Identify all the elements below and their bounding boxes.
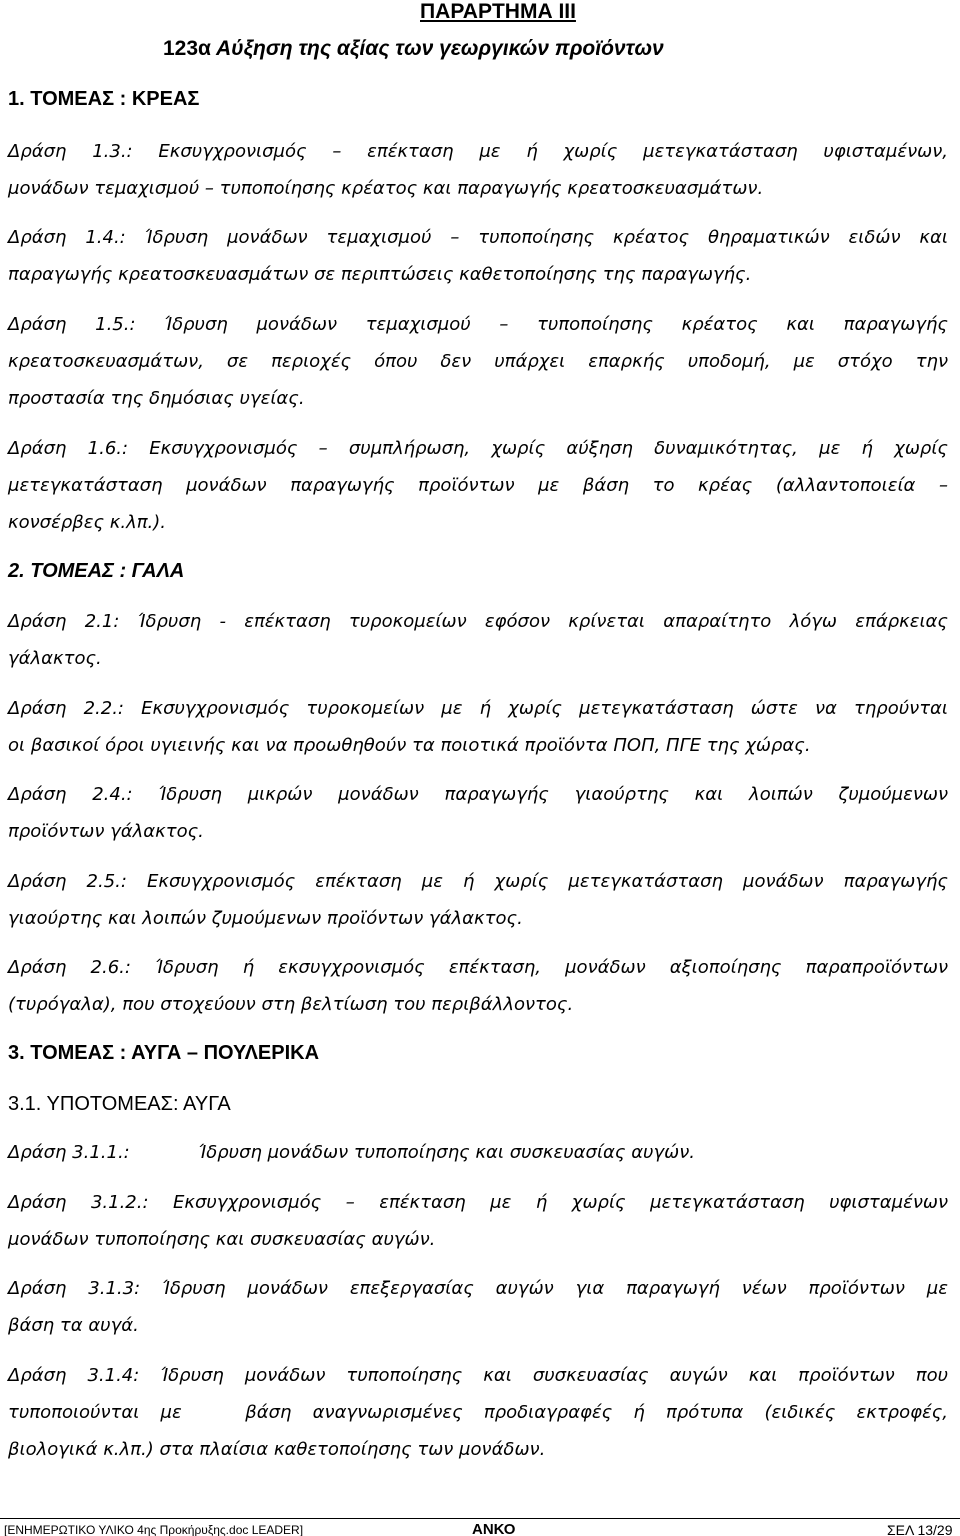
footer-organization: ΑΝΚΟ: [472, 1521, 516, 1536]
section-title-meat: 1. ΤΟΜΕΑΣ : ΚΡΕΑΣ: [8, 88, 200, 110]
action-1-6-line-1: Δράση 1.6.: Εκσυγχρονισμός – συμπλήρωση, χωρίς αύξηση δυναμικότητας, με ή χωρίς: [8, 438, 948, 459]
action-1-4: [8, 219, 948, 293]
action-3-1-4-line-1: Δράση 3.1.4: Ίδρυση μονάδων τυποποίησης και συσκευασίας αυγών και προϊόντων που: [8, 1365, 948, 1386]
action-3-1-4-line-3: βιολογικά κ.λπ.) στα πλαίσια καθετοποίησης των μονάδων.: [8, 1439, 546, 1460]
document-subtitle: [163, 37, 664, 61]
action-2-2-line-2: οι βασικοί όροι υγιεινής και να προωθηθούν τα ποιοτικά προϊόντα ΠΟΠ, ΠΓΕ της χώρας.: [8, 735, 811, 756]
action-2-1-line-2: γάλακτος.: [8, 648, 102, 669]
action-2-4: [8, 776, 948, 850]
footer-page-number: ΣΕΛ 13/29: [887, 1522, 953, 1536]
action-3-1-2-line-1: Δράση 3.1.2.: Εκσυγχρονισμός – επέκταση με ή χωρίς μετεγκατάσταση υφισταμένων: [8, 1192, 948, 1213]
action-1-5-line-2: κρεατοσκευασμάτων, σε περιοχές όπου δεν υπάρχει επαρκής υποδομή, με στόχο την: [8, 351, 948, 372]
action-3-1-1: [8, 1134, 948, 1171]
action-1-5: [8, 306, 948, 417]
action-3-1-2: [8, 1184, 948, 1258]
action-1-4-line-2: παραγωγής κρεατοσκευασμάτων σε περιπτώσεις καθετοποίησης της παραγωγής.: [8, 264, 752, 285]
action-2-2: [8, 690, 948, 764]
subsection-title-eggs: 3.1. ΥΠΟΤΟΜΕΑΣ: ΑΥΓΑ: [8, 1093, 231, 1115]
action-1-3: [8, 133, 948, 207]
action-1-5-line-1: Δράση 1.5.: Ίδρυση μονάδων τεμαχισμού – τυποποίησης κρέατος και παραγωγής: [8, 314, 948, 335]
section-title-milk: 2. ΤΟΜΕΑΣ : ΓΑΛΑ: [8, 560, 185, 582]
action-3-1-2-line-2: μονάδων τυποποίησης και συσκευασίας αυγών.: [8, 1229, 436, 1250]
action-3-1-4: [8, 1357, 948, 1468]
measure-title: Αύξηση της αξίας των γεωργικών προϊόντων: [216, 37, 664, 60]
action-1-3-line-1: Δράση 1.3.: Εκσυγχρονισμός – επέκταση με ή χωρίς μετεγκατάσταση υφισταμένων,: [8, 141, 948, 162]
action-2-6-line-1: Δράση 2.6.: Ίδρυση ή εκσυγχρονισμός επέκταση, μονάδων αξιοποίησης παραπροϊόντων: [8, 957, 948, 978]
action-1-6: [8, 430, 948, 541]
action-1-3-line-2: μονάδων τεμαχισμού – τυποποίησης κρέατος και παραγωγής κρεατοσκευασμάτων.: [8, 178, 764, 199]
action-3-1-3: [8, 1270, 948, 1344]
action-2-2-line-1: Δράση 2.2.: Εκσυγχρονισμός τυροκομείων με ή χωρίς μετεγκατάσταση ώστε να τηρούνται: [8, 698, 948, 719]
annex-title: ΠΑΡΑΡΤΗΜΑ ΙΙΙ: [420, 0, 576, 23]
action-2-1: [8, 603, 948, 677]
action-2-5-line-1: Δράση 2.5.: Εκσυγχρονισμός επέκταση με ή χωρίς μετεγκατάσταση μονάδων παραγωγής: [8, 871, 948, 892]
action-3-1-4-line-2: τυποποιούνται με βάση αναγνωρισμένες προδιαγραφές ή πρότυπα (ειδικές εκτροφές,: [8, 1402, 948, 1423]
action-3-1-1-line-1: Δράση 3.1.1.: Ίδρυση μονάδων τυποποίησης και συσκευασίας αυγών.: [8, 1142, 695, 1163]
action-2-4-line-1: Δράση 2.4.: Ίδρυση μικρών μονάδων παραγωγής γιαούρτης και λοιπών ζυμούμενων: [8, 784, 948, 805]
action-3-1-3-line-1: Δράση 3.1.3: Ίδρυση μονάδων επεξεργασίας αυγών για παραγωγή νέων προϊόντων με: [8, 1278, 948, 1299]
action-2-5: [8, 863, 948, 937]
action-1-6-line-3: κονσέρβες κ.λπ.).: [8, 512, 167, 533]
action-1-5-line-3: προστασία της δημόσιας υγείας.: [8, 388, 305, 409]
section-title-eggs-poultry: 3. ΤΟΜΕΑΣ : ΑΥΓΑ – ΠΟΥΛΕΡΙΚΑ: [8, 1042, 320, 1064]
action-2-5-line-2: γιαούρτης και λοιπών ζυμούμενων προϊόντων γάλακτος.: [8, 908, 523, 929]
action-2-6-line-2: (τυρόγαλα), που στοχεύουν στη βελτίωση του περιβάλλοντος.: [8, 994, 574, 1015]
action-2-1-line-1: Δράση 2.1: Ίδρυση - επέκταση τυροκομείων εφόσον κρίνεται απαραίτητο λόγω επάρκειας: [8, 611, 948, 632]
measure-code: 123α: [163, 37, 211, 60]
action-3-1-3-line-2: βάση τα αυγά.: [8, 1315, 139, 1336]
action-2-6: [8, 949, 948, 1023]
action-2-4-line-2: προϊόντων γάλακτος.: [8, 821, 204, 842]
action-1-4-line-1: Δράση 1.4.: Ίδρυση μονάδων τεμαχισμού – τυποποίησης κρέατος θηραματικών ειδών και: [8, 227, 948, 248]
action-1-6-line-2: μετεγκατάσταση μονάδων παραγωγής προϊόντων με βάση το κρέας (αλλαντοποιεία –: [8, 475, 948, 496]
footer-document-name: [ΕΝΗΜΕΡΩΤΙΚΟ ΥΛΙΚΟ 4ης Προκήρυξης.doc LEADER]: [4, 1523, 304, 1536]
